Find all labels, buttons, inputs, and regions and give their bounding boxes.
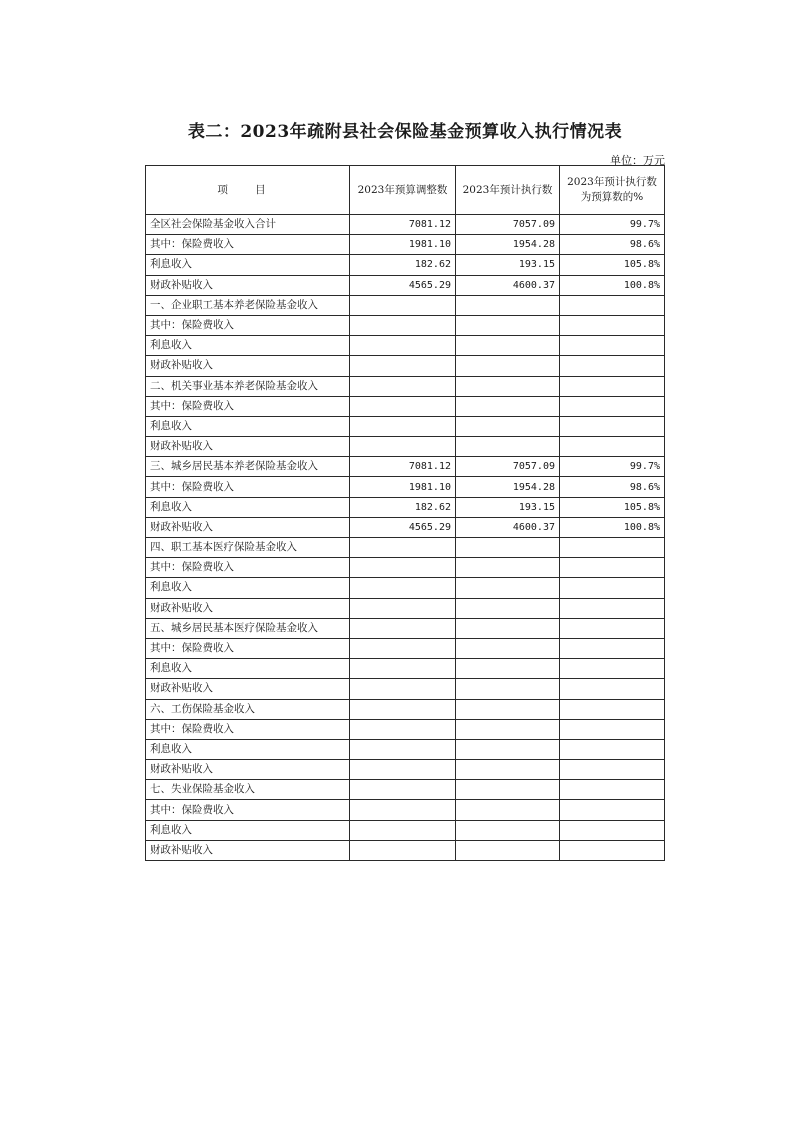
row-budget [350,618,456,638]
row-percent [560,437,665,457]
row-budget [350,376,456,396]
row-estimate [456,739,560,759]
table-row [146,275,665,295]
row-label: 利息收入 [146,578,350,598]
row-label: 其中：保险费收入 [146,638,350,658]
row-percent [560,295,665,315]
row-budget [350,820,456,840]
row-percent [560,800,665,820]
row-budget [350,719,456,739]
row-label: 财政补贴收入 [146,840,350,860]
row-percent [560,376,665,396]
row-percent: 99.7% [560,215,665,235]
row-label: 三、城乡居民基本养老保险基金收入 [146,457,350,477]
row-percent: 98.6% [560,477,665,497]
row-estimate [456,558,560,578]
row-label: 一、企业职工基本养老保险基金收入 [146,295,350,315]
row-budget [350,416,456,436]
table-row [146,416,665,436]
table-row [146,780,665,800]
row-estimate: 7057.09 [456,215,560,235]
table-row [146,679,665,699]
row-percent: 100.8% [560,517,665,537]
row-estimate: 193.15 [456,497,560,517]
table-row [146,437,665,457]
table-row [146,719,665,739]
row-estimate [456,538,560,558]
row-budget [350,638,456,658]
row-percent [560,760,665,780]
row-label: 利息收入 [146,739,350,759]
row-budget [350,659,456,679]
table-row [146,820,665,840]
header-item: 项 目 [146,166,350,215]
row-budget: 4565.29 [350,275,456,295]
row-estimate [456,618,560,638]
row-label: 其中：保险费收入 [146,558,350,578]
row-estimate [456,638,560,658]
table-body [146,215,665,861]
row-budget [350,437,456,457]
row-estimate [456,578,560,598]
row-label: 利息收入 [146,416,350,436]
table-row [146,336,665,356]
row-budget [350,699,456,719]
row-estimate [456,699,560,719]
row-percent [560,336,665,356]
row-budget [350,336,456,356]
table-header-row [146,166,665,215]
row-label: 二、机关事业基本养老保险基金收入 [146,376,350,396]
row-estimate [456,336,560,356]
unit-label: 单位：万元 [610,154,665,167]
row-percent [560,780,665,800]
table-row [146,315,665,335]
header-budget: 2023年预算调整数 [350,166,456,215]
row-label: 其中：保险费收入 [146,719,350,739]
row-estimate [456,719,560,739]
table-row [146,376,665,396]
row-budget: 7081.12 [350,457,456,477]
row-budget: 182.62 [350,255,456,275]
row-percent [560,356,665,376]
row-budget: 182.62 [350,497,456,517]
row-estimate [456,295,560,315]
row-budget [350,295,456,315]
row-estimate [456,315,560,335]
table-row [146,235,665,255]
row-label: 四、职工基本医疗保险基金收入 [146,538,350,558]
table-row [146,760,665,780]
table-row [146,739,665,759]
row-budget [350,396,456,416]
row-estimate [456,356,560,376]
row-budget [350,538,456,558]
row-percent: 105.8% [560,497,665,517]
row-label: 财政补贴收入 [146,275,350,295]
row-percent [560,538,665,558]
row-estimate [456,840,560,860]
table-row [146,215,665,235]
row-percent [560,578,665,598]
row-estimate [456,598,560,618]
table-row [146,659,665,679]
row-percent [560,416,665,436]
row-percent: 100.8% [560,275,665,295]
row-percent: 98.6% [560,235,665,255]
row-estimate: 4600.37 [456,275,560,295]
table-row [146,598,665,618]
row-budget: 1981.10 [350,235,456,255]
row-estimate [456,760,560,780]
row-estimate [456,820,560,840]
row-percent [560,820,665,840]
table-row [146,295,665,315]
row-budget [350,679,456,699]
row-label: 其中：保险费收入 [146,800,350,820]
row-estimate [456,659,560,679]
row-label: 财政补贴收入 [146,356,350,376]
row-percent: 105.8% [560,255,665,275]
row-budget: 1981.10 [350,477,456,497]
row-budget [350,356,456,376]
row-label: 其中：保险费收入 [146,235,350,255]
table-row [146,618,665,638]
row-estimate [456,679,560,699]
row-percent [560,719,665,739]
row-estimate: 1954.28 [456,477,560,497]
row-label: 财政补贴收入 [146,760,350,780]
row-percent [560,558,665,578]
page-title: 表二：2023年疏附县社会保险基金预算收入执行情况表 [187,122,623,142]
row-percent [560,659,665,679]
row-label: 财政补贴收入 [146,598,350,618]
row-label: 利息收入 [146,336,350,356]
row-estimate [456,396,560,416]
row-label: 其中：保险费收入 [146,315,350,335]
row-estimate: 193.15 [456,255,560,275]
row-label: 财政补贴收入 [146,517,350,537]
table-row [146,356,665,376]
row-budget [350,760,456,780]
row-percent [560,739,665,759]
table-row [146,457,665,477]
row-label: 全区社会保险基金收入合计 [146,215,350,235]
table-row [146,255,665,275]
budget-table [145,165,665,861]
table-row [146,578,665,598]
row-budget [350,800,456,820]
table-row [146,497,665,517]
row-estimate [456,800,560,820]
row-label: 利息收入 [146,497,350,517]
row-estimate [456,780,560,800]
row-label: 五、城乡居民基本医疗保险基金收入 [146,618,350,638]
row-budget [350,780,456,800]
row-percent [560,679,665,699]
row-budget [350,578,456,598]
table-row [146,699,665,719]
table-row [146,800,665,820]
row-budget: 7081.12 [350,215,456,235]
row-label: 财政补贴收入 [146,437,350,457]
row-label: 利息收入 [146,255,350,275]
row-label: 其中：保险费收入 [146,396,350,416]
row-budget: 4565.29 [350,517,456,537]
header-estimate: 2023年预计执行数 [456,166,560,215]
row-percent [560,315,665,335]
row-label: 六、工伤保险基金收入 [146,699,350,719]
row-budget [350,840,456,860]
table-row [146,538,665,558]
table-row [146,517,665,537]
row-percent: 99.7% [560,457,665,477]
table-row [146,396,665,416]
row-percent [560,699,665,719]
row-label: 其中：保险费收入 [146,477,350,497]
row-percent [560,618,665,638]
row-budget [350,739,456,759]
row-percent [560,598,665,618]
row-estimate: 7057.09 [456,457,560,477]
row-percent [560,638,665,658]
row-estimate [456,416,560,436]
row-label: 财政补贴收入 [146,679,350,699]
row-budget [350,315,456,335]
row-label: 七、失业保险基金收入 [146,780,350,800]
table-row [146,638,665,658]
row-estimate: 4600.37 [456,517,560,537]
row-budget [350,558,456,578]
row-label: 利息收入 [146,820,350,840]
header-percent: 2023年预计执行数为预算数的% [560,166,665,215]
table-row [146,477,665,497]
row-percent [560,840,665,860]
table-row [146,558,665,578]
row-estimate [456,437,560,457]
row-estimate [456,376,560,396]
row-label: 利息收入 [146,659,350,679]
table-row [146,840,665,860]
row-percent [560,396,665,416]
row-budget [350,598,456,618]
row-estimate: 1954.28 [456,235,560,255]
